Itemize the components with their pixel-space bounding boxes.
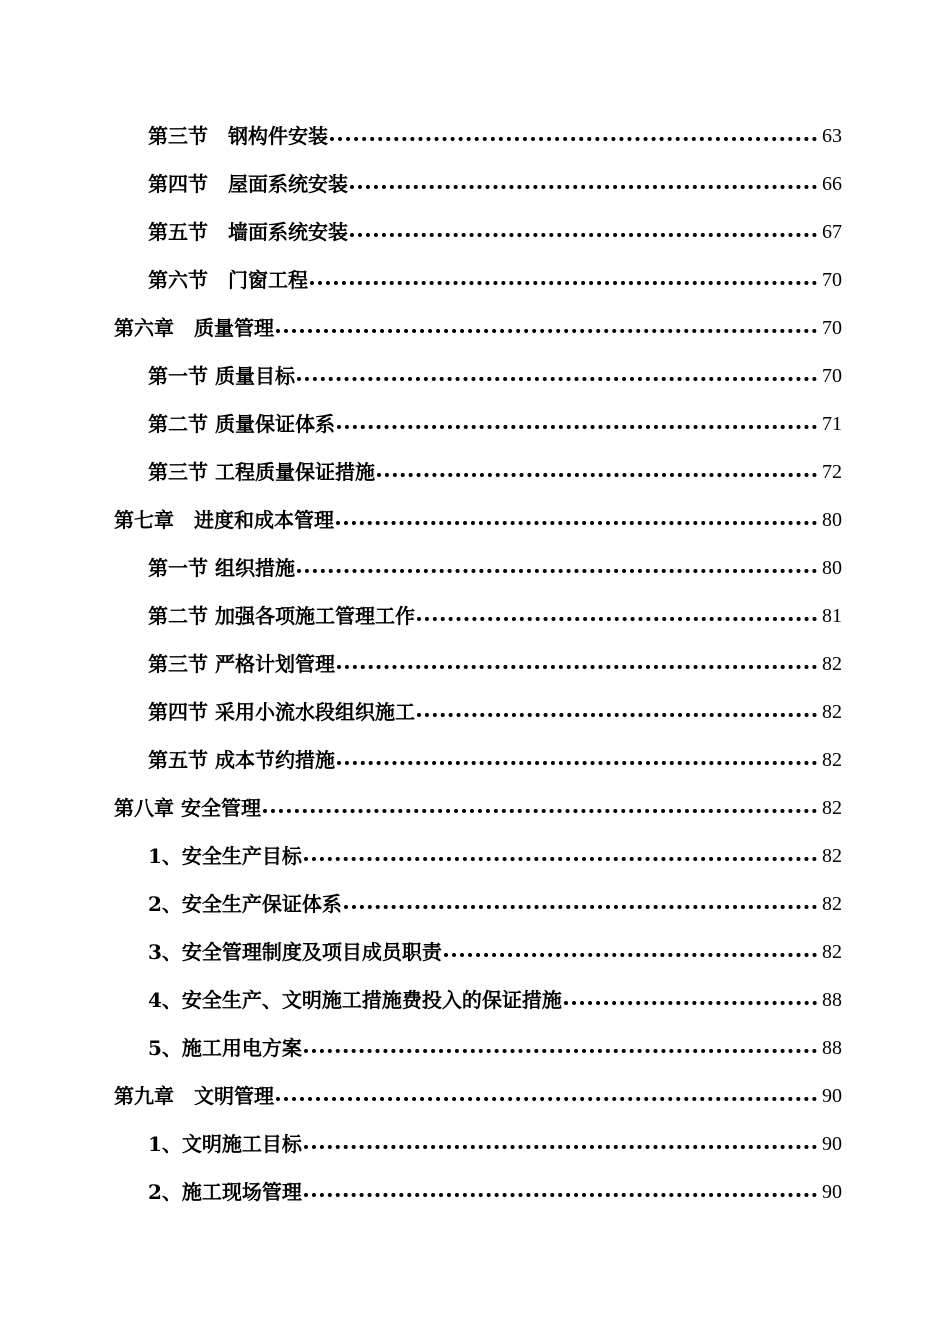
toc-entry[interactable] <box>0 544 950 592</box>
toc-entry[interactable] <box>0 1024 950 1072</box>
toc-page-number: 70 <box>822 269 842 291</box>
toc-chapter-entry[interactable] <box>0 1072 950 1120</box>
toc-entry[interactable] <box>0 688 950 736</box>
table-of-contents <box>0 112 950 1216</box>
toc-page-number: 63 <box>822 125 842 147</box>
toc-entry-title: 第八章 安全管理 <box>114 796 261 820</box>
toc-page-number: 71 <box>822 413 842 435</box>
toc-dot-leader <box>297 377 817 381</box>
toc-dot-leader <box>337 425 817 429</box>
toc-chapter-entry[interactable] <box>0 496 950 544</box>
toc-dot-leader <box>336 521 817 525</box>
toc-entry-title: 2、施工现场管理 <box>148 1180 302 1204</box>
toc-entry-title: 第五节 成本节约措施 <box>148 748 335 772</box>
toc-page-number: 66 <box>822 173 842 195</box>
toc-page-number: 81 <box>822 605 842 627</box>
toc-page-number: 67 <box>822 221 842 243</box>
toc-chapter-entry[interactable] <box>0 784 950 832</box>
toc-entry[interactable] <box>0 928 950 976</box>
toc-entry-title: 第六章 质量管理 <box>114 316 274 340</box>
toc-entry[interactable] <box>0 832 950 880</box>
toc-entry[interactable] <box>0 352 950 400</box>
toc-dot-leader <box>417 713 817 717</box>
toc-entry-title: 第一节 组织措施 <box>148 556 295 580</box>
toc-dot-leader <box>337 761 817 765</box>
toc-dot-leader <box>350 233 817 237</box>
toc-entry-title: 第六节 门窗工程 <box>148 268 308 292</box>
toc-page-number: 90 <box>822 1181 842 1203</box>
toc-entry-title: 第二节 加强各项施工管理工作 <box>148 604 415 628</box>
toc-entry[interactable] <box>0 208 950 256</box>
toc-page-number: 82 <box>822 893 842 915</box>
toc-page-number: 82 <box>822 653 842 675</box>
toc-page-number: 90 <box>822 1133 842 1155</box>
toc-page-number: 88 <box>822 1037 842 1059</box>
toc-dot-leader <box>276 1097 817 1101</box>
toc-entry[interactable] <box>0 400 950 448</box>
toc-entry[interactable] <box>0 160 950 208</box>
toc-entry-title: 1、文明施工目标 <box>148 1132 302 1156</box>
toc-entry-title: 第三节 工程质量保证措施 <box>148 460 375 484</box>
toc-entry[interactable] <box>0 256 950 304</box>
toc-entry-title: 第七章 进度和成本管理 <box>114 508 334 532</box>
toc-page-number: 90 <box>822 1085 842 1107</box>
toc-dot-leader <box>304 1145 817 1149</box>
toc-entry-title: 第九章 文明管理 <box>114 1084 274 1108</box>
toc-entry[interactable] <box>0 448 950 496</box>
toc-page-number: 82 <box>822 701 842 723</box>
toc-dot-leader <box>276 329 817 333</box>
toc-dot-leader <box>330 137 817 141</box>
toc-dot-leader <box>564 1001 817 1005</box>
toc-page-number: 80 <box>822 557 842 579</box>
toc-entry[interactable] <box>0 880 950 928</box>
toc-page-number: 82 <box>822 845 842 867</box>
toc-entry[interactable] <box>0 1168 950 1216</box>
toc-entry[interactable] <box>0 1120 950 1168</box>
toc-page-number: 80 <box>822 509 842 531</box>
toc-dot-leader <box>297 569 817 573</box>
toc-entry[interactable] <box>0 112 950 160</box>
toc-dot-leader <box>350 185 817 189</box>
toc-dot-leader <box>444 953 817 957</box>
toc-page-number: 82 <box>822 797 842 819</box>
toc-dot-leader <box>377 473 817 477</box>
toc-entry[interactable] <box>0 976 950 1024</box>
toc-entry[interactable] <box>0 592 950 640</box>
toc-entry-title: 5、施工用电方案 <box>148 1036 302 1060</box>
toc-entry[interactable] <box>0 640 950 688</box>
toc-entry-title: 第三节 严格计划管理 <box>148 652 335 676</box>
toc-dot-leader <box>304 1193 817 1197</box>
toc-page-number: 88 <box>822 989 842 1011</box>
toc-dot-leader <box>310 281 817 285</box>
toc-entry-title: 第五节 墙面系统安装 <box>148 220 348 244</box>
toc-dot-leader <box>304 1049 817 1053</box>
toc-dot-leader <box>304 857 817 861</box>
toc-entry[interactable] <box>0 736 950 784</box>
toc-page-number: 82 <box>822 749 842 771</box>
toc-page-number: 70 <box>822 365 842 387</box>
toc-page-number: 72 <box>822 461 842 483</box>
toc-chapter-entry[interactable] <box>0 304 950 352</box>
toc-page-number: 70 <box>822 317 842 339</box>
toc-dot-leader <box>337 665 817 669</box>
toc-entry-title: 1、安全生产目标 <box>148 844 302 868</box>
toc-page-number: 82 <box>822 941 842 963</box>
toc-dot-leader <box>417 617 817 621</box>
toc-entry-title: 2、安全生产保证体系 <box>148 892 342 916</box>
toc-dot-leader <box>263 809 817 813</box>
toc-entry-title: 4、安全生产、文明施工措施费投入的保证措施 <box>148 988 562 1012</box>
toc-entry-title: 第一节 质量目标 <box>148 364 295 388</box>
toc-entry-title: 第二节 质量保证体系 <box>148 412 335 436</box>
toc-entry-title: 第三节 钢构件安装 <box>148 124 328 148</box>
toc-entry-title: 第四节 屋面系统安装 <box>148 172 348 196</box>
toc-entry-title: 3、安全管理制度及项目成员职责 <box>148 940 442 964</box>
toc-dot-leader <box>344 905 817 909</box>
toc-entry-title: 第四节 采用小流水段组织施工 <box>148 700 415 724</box>
